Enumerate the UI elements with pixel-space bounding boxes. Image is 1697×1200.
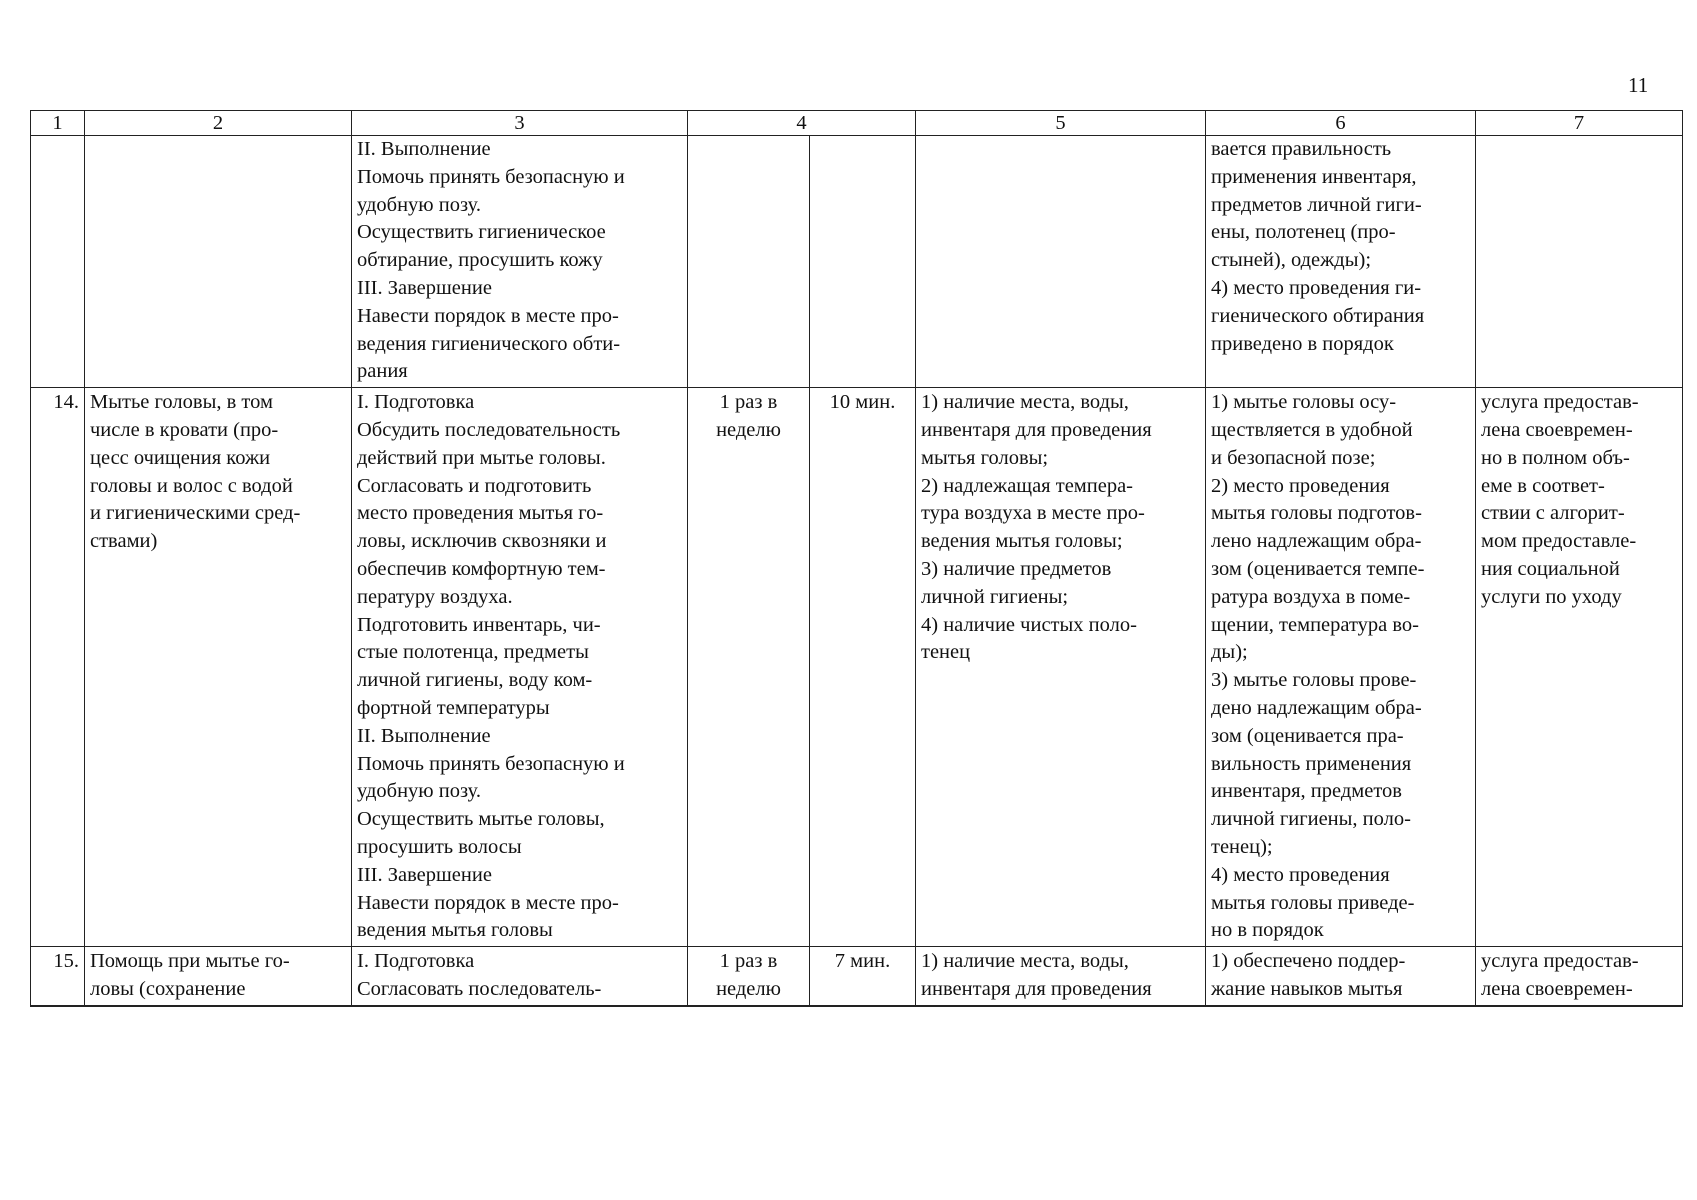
text-line: ены, полотенец (про- <box>1211 221 1396 244</box>
text-line: Подготовить инвентарь, чи- <box>357 613 601 636</box>
text-line: лена своевремен- <box>1481 977 1633 1000</box>
page-number: 11 <box>1628 73 1649 97</box>
frequency-cell <box>688 388 810 947</box>
text-line: мытья головы приведе- <box>1211 891 1415 914</box>
text-line: 4) место проведения <box>1211 863 1390 886</box>
text-line: ния социальной <box>1481 557 1620 580</box>
text-line: мом предоставле- <box>1481 530 1637 553</box>
text-line: 3) наличие предметов <box>921 557 1112 580</box>
text-line: Осуществить гигиеническое <box>357 221 606 244</box>
text-line: применения инвентаря, <box>1211 165 1417 188</box>
text-line: неделю <box>716 418 781 441</box>
quality-indicators-cell <box>1206 388 1476 947</box>
row-number-cell: 14. <box>31 388 85 947</box>
text-line: II. Выполнение <box>357 724 491 747</box>
text-line: 1 раз в <box>719 391 778 414</box>
text-line: ведения мытья головы <box>357 919 553 942</box>
text-line: лено надлежащим обра- <box>1211 530 1422 553</box>
text-line: инвентаря для проведения <box>921 977 1152 1000</box>
conditions-cell <box>916 947 1206 1007</box>
text-line: тенец); <box>1211 835 1273 858</box>
text-line: ратура воздуха в поме- <box>1211 585 1411 608</box>
text-line: Согласовать последователь- <box>357 977 602 1000</box>
text-line: Помощь при мытье го- <box>90 950 290 973</box>
column-header: 5 <box>916 111 1206 136</box>
text-line: числе в кровати (про- <box>90 418 279 441</box>
table-row <box>31 947 1683 1007</box>
text-line: ствами) <box>90 530 158 553</box>
text-line: инвентаря, предметов <box>1211 780 1402 803</box>
text-line: личной гигиены, воду ком- <box>357 669 593 692</box>
evaluation-cell <box>1476 388 1683 947</box>
text-line: тура воздуха в месте про- <box>921 502 1145 525</box>
column-header: 6 <box>1206 111 1476 136</box>
procedure-steps-cell <box>352 947 688 1007</box>
quality-indicators-cell <box>1206 947 1476 1007</box>
text-line: Помочь принять безопасную и <box>357 165 625 188</box>
text-line: зом (оценивается темпе- <box>1211 557 1425 580</box>
text-line: гиенического обтирания <box>1211 304 1425 327</box>
text-line: III. Завершение <box>357 863 492 886</box>
text-line: тенец <box>921 641 971 664</box>
text-line: приведено в порядок <box>1211 332 1394 355</box>
text-line: 4) наличие чистых поло- <box>921 613 1137 636</box>
text-line: но в порядок <box>1211 919 1324 942</box>
text-line: пературу воздуха. <box>357 585 513 608</box>
text-line: и безопасной позе; <box>1211 446 1376 469</box>
text-line: ды); <box>1211 641 1248 664</box>
text-line: личной гигиены, поло- <box>1211 808 1411 831</box>
column-header: 1 <box>31 111 85 136</box>
text-line: услуга предостав- <box>1481 391 1639 414</box>
text-line: стые полотенца, предметы <box>357 641 589 664</box>
text-line: но в полном объ- <box>1481 446 1630 469</box>
evaluation-cell <box>1476 136 1683 388</box>
text-line: Согласовать и подготовить <box>357 474 592 497</box>
procedure-steps-cell <box>352 136 688 388</box>
procedure-steps-cell <box>352 388 688 947</box>
text-line: щении, температура во- <box>1211 613 1419 636</box>
text-line: Мытье головы, в том <box>90 391 273 414</box>
text-line: 2) место проведения <box>1211 474 1390 497</box>
text-line: просушить волосы <box>357 835 522 858</box>
column-header: 4 <box>688 111 916 136</box>
quality-indicators-cell <box>1206 136 1476 388</box>
text-line: рания <box>357 360 408 383</box>
text-line: ловы (сохранение <box>90 977 246 1000</box>
text-line: ведения гигиенического обти- <box>357 332 621 355</box>
text-line: стыней), одежды); <box>1211 249 1372 272</box>
conditions-cell <box>916 388 1206 947</box>
text-line: обтирание, просушить кожу <box>357 249 603 272</box>
service-name-cell <box>85 388 352 947</box>
table-row <box>31 388 1683 947</box>
text-line: жание навыков мытья <box>1211 977 1403 1000</box>
evaluation-cell <box>1476 947 1683 1007</box>
text-line: головы и волос с водой <box>90 474 293 497</box>
text-line: фортной температуры <box>357 696 550 719</box>
column-header: 3 <box>352 111 688 136</box>
text-line: вается правильность <box>1211 138 1392 160</box>
text-line: 7 мин. <box>834 950 891 973</box>
text-line: 1) наличие места, воды, <box>921 950 1129 973</box>
text-line: услуга предостав- <box>1481 950 1639 973</box>
text-line: Навести порядок в месте про- <box>357 891 619 914</box>
text-line: действий при мытье головы. <box>357 446 606 469</box>
service-table <box>30 110 1683 1007</box>
text-line: цесс очищения кожи <box>90 446 271 469</box>
text-line: предметов личной гиги- <box>1211 193 1422 216</box>
text-line: и гигиеническими сред- <box>90 502 301 525</box>
text-line: Навести порядок в месте про- <box>357 304 619 327</box>
text-line: 1) наличие места, воды, <box>921 391 1129 414</box>
column-header: 2 <box>85 111 352 136</box>
conditions-cell <box>916 136 1206 388</box>
text-line: место проведения мытья го- <box>357 502 604 525</box>
text-line: неделю <box>716 977 781 1000</box>
text-line: ществляется в удобной <box>1211 418 1413 441</box>
text-line: еме в соответ- <box>1481 474 1605 497</box>
text-line: 2) надлежащая темпера- <box>921 474 1134 497</box>
text-line: услуги по уходу <box>1481 585 1622 608</box>
text-line: удобную позу. <box>357 780 481 803</box>
text-line: дено надлежащим обра- <box>1211 696 1422 719</box>
column-header: 7 <box>1476 111 1683 136</box>
duration-cell <box>810 947 916 1007</box>
text-line: 1) обеспечено поддер- <box>1211 950 1406 973</box>
text-line: 10 мин. <box>829 391 896 414</box>
text-line: Осуществить мытье головы, <box>357 808 605 831</box>
row-number-cell <box>31 136 85 388</box>
text-line: II. Выполнение <box>357 138 491 160</box>
service-name-cell <box>85 947 352 1007</box>
text-line: 1) мытье головы осу- <box>1211 391 1397 414</box>
duration-cell <box>810 136 916 388</box>
text-line: 4) место проведения ги- <box>1211 276 1422 299</box>
text-line: ствии с алгорит- <box>1481 502 1625 525</box>
column-number-header-row <box>31 111 1683 136</box>
row-number-cell: 15. <box>31 947 85 1007</box>
text-line: обеспечив комфортную тем- <box>357 557 606 580</box>
text-line: зом (оценивается пра- <box>1211 724 1404 747</box>
text-line: III. Завершение <box>357 276 492 299</box>
text-line: Помочь принять безопасную и <box>357 752 625 775</box>
frequency-cell <box>688 136 810 388</box>
service-name-cell <box>85 136 352 388</box>
duration-cell <box>810 388 916 947</box>
text-line: ведения мытья головы; <box>921 530 1123 553</box>
table-row <box>31 136 1683 388</box>
text-line: мытья головы подготов- <box>1211 502 1422 525</box>
text-line: Обсудить последовательность <box>357 418 621 441</box>
text-line: удобную позу. <box>357 193 481 216</box>
text-line: 3) мытье головы прове- <box>1211 669 1417 692</box>
text-line: ловы, исключив сквозняки и <box>357 530 607 553</box>
text-line: личной гигиены; <box>921 585 1069 608</box>
text-line: вильность применения <box>1211 752 1412 775</box>
text-line: мытья головы; <box>921 446 1049 469</box>
text-line: I. Подготовка <box>357 391 475 414</box>
text-line: лена своевремен- <box>1481 418 1633 441</box>
text-line: I. Подготовка <box>357 950 475 973</box>
text-line: 1 раз в <box>719 950 778 973</box>
frequency-cell <box>688 947 810 1007</box>
text-line: инвентаря для проведения <box>921 418 1152 441</box>
